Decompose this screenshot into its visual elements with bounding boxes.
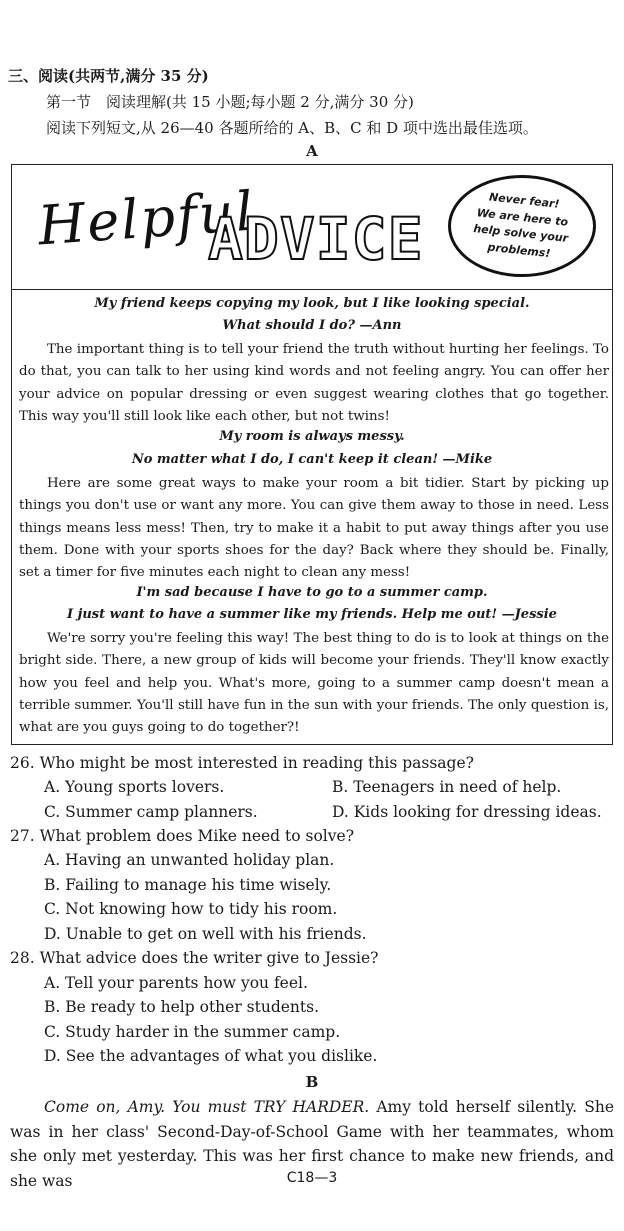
part-b-label: B [305,1073,319,1091]
question-26-option-b[interactable]: B. Teenagers in need of help. [332,778,562,796]
question-27-option-b[interactable]: B. Failing to manage his time wisely. [44,876,332,894]
answer-text: We're sorry you're feeling this way! The best thing to do is to look at things on the bright side. There, a new group of kids will become your friends. They'll know exactly how you feel and help you. What's more, going to a summer camp doesn't mean a terrible summer. You'll still have fun in the sun with your friends. The only question is, what are you guys going to do together?! [19,631,609,736]
answer-text: Here are some great ways to make your room a bit tidier. Start by picking up things you don't use or want any more. You can give them away to those in need. Less things means less mess! Then, try to make it a habit to put away things after you use them. Done with your sports shoes for the day? Back where they should be. Finally, set a timer for five minutes each night to clean any mess! [19,476,609,581]
question-27: 27. What problem does Mike need to solve? [10,827,355,845]
letter-jessie-title: I'm sad because I have to go to a summer camp. [136,585,488,600]
answer-jessie [19,628,609,739]
question-26: 26. Who might be most interested in reading this passage? [10,754,474,772]
letter-ann-signature: What should I do? —Ann [222,318,402,333]
helpful-advice-banner [12,165,612,290]
speech-bubble [448,175,596,277]
part-a-label: A [306,142,318,160]
question-28: 28. What advice does the writer give to Jessie? [10,949,379,967]
question-28-option-c[interactable]: C. Study harder in the summer camp. [44,1023,341,1041]
answer-mike [19,473,609,584]
bubble-line: help solve your [473,222,570,245]
answer-ann [19,339,609,428]
passage-b-intro: Come on, Amy. You must TRY HARDER. [44,1098,370,1116]
question-28-option-b[interactable]: B. Be ready to help other students. [44,998,320,1016]
question-27-option-c[interactable]: C. Not knowing how to tidy his room. [44,900,338,918]
question-26-option-a[interactable]: A. Young sports lovers. [44,778,225,796]
bubble-line: We are here to [476,205,570,229]
letter-mike-title: My room is always messy. [219,429,405,444]
passage-b-body: Amy told herself silently. She was in her class' Second-Day-of-School Game with her teammates, whom she only met yesterday. This was her first chance to make new friends, and she was [10,1098,615,1190]
banner-word-helpful: Helpful [36,179,257,258]
question-26-option-c[interactable]: C. Summer camp planners. [44,803,258,821]
question-28-option-d[interactable]: D. See the advantages of what you dislike. [44,1047,378,1065]
instructions: 阅读下列短文,从 26—40 各题所给的 A、B、C 和 D 项中选出最佳选项。 [46,119,538,137]
letter-mike-signature: No matter what I do, I can't keep it clean! —Mike [131,452,493,467]
bubble-text [471,188,572,264]
letter-ann-title: My friend keeps copying my look, but I like looking special. [94,296,530,311]
question-28-option-a[interactable]: A. Tell your parents how you feel. [44,974,308,992]
bubble-line: Never fear! [488,190,561,211]
question-27-option-d[interactable]: D. Unable to get on well with his friends. [44,925,367,943]
answer-text: The important thing is to tell your friend the truth without hurting her feelings. To do that, you can talk to her using kind words and not feeling angry. You can offer her your advice on popular dressing or even suggest wearing clothes that go together. This way you'll still look like each other, but not twins! [19,342,609,424]
question-27-option-a[interactable]: A. Having an unwanted holiday plan. [44,851,335,869]
banner-word-advice: ADVICE [208,205,424,273]
page-code: C18—3 [286,1170,338,1186]
bubble-line: problems! [487,240,552,260]
section-title: 三、阅读(共两节,满分 35 分) [8,67,209,85]
subsection-title: 第一节 阅读理解(共 15 小题;每小题 2 分,满分 30 分) [46,93,414,111]
letter-jessie-signature: I just want to have a summer like my friends. Help me out! —Jessie [67,607,557,622]
question-26-option-d[interactable]: D. Kids looking for dressing ideas. [332,803,602,821]
passage-a-box [11,164,613,745]
